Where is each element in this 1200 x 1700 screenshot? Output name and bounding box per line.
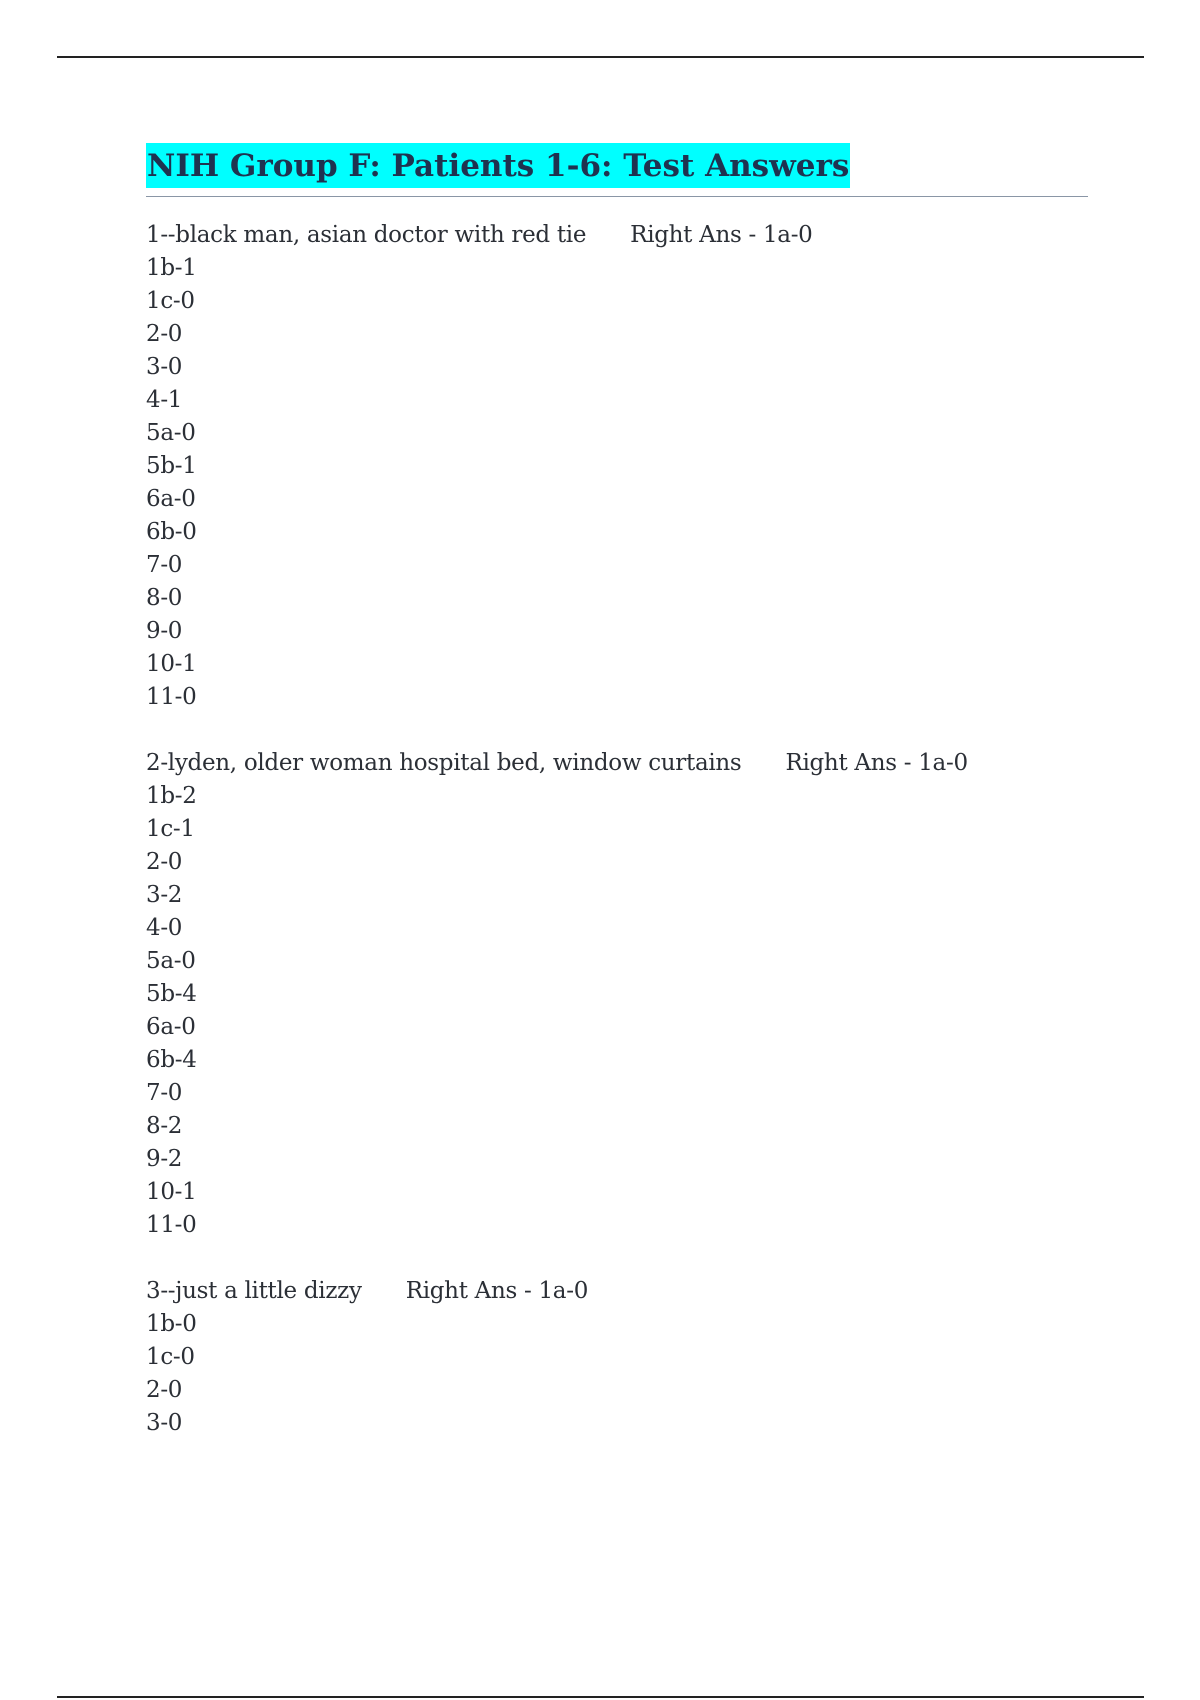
score-item: 6b-0 — [146, 519, 197, 545]
score-item: 1b-0 — [146, 1311, 197, 1337]
patient-question-line — [146, 219, 1088, 252]
document-body — [146, 143, 1088, 1473]
score-item: 8-2 — [146, 1113, 183, 1139]
score-item: 1b-2 — [146, 783, 197, 809]
score-item: 11-0 — [146, 684, 197, 710]
top-rule — [57, 56, 1144, 58]
score-item: 1c-1 — [146, 816, 195, 842]
score-item: 1b-1 — [146, 255, 197, 281]
score-item: 5a-0 — [146, 948, 196, 974]
score-item: 5b-1 — [146, 453, 197, 479]
title-block — [146, 143, 1088, 197]
patient-question: 1--black man, asian doctor with red tie — [146, 222, 587, 248]
score-item: 3-0 — [146, 354, 183, 380]
score-item: 10-1 — [146, 651, 197, 677]
right-answer: Right Ans - 1a-0 — [405, 1278, 589, 1304]
right-answer: Right Ans - 1a-0 — [630, 222, 813, 248]
patient-question: 3--just a little dizzy — [146, 1278, 362, 1304]
score-item: 2-0 — [146, 849, 183, 875]
bottom-rule — [57, 1696, 1144, 1698]
patient-question-line — [146, 1275, 1088, 1308]
score-item: 9-0 — [146, 618, 183, 644]
score-item: 6a-0 — [146, 1014, 196, 1040]
patient-section — [146, 747, 1088, 1242]
score-item: 1c-0 — [146, 288, 195, 314]
score-item: 6a-0 — [146, 486, 196, 512]
patient-section — [146, 219, 1088, 714]
patient-section — [146, 1275, 1088, 1440]
score-item: 4-0 — [146, 915, 183, 941]
score-item: 5b-4 — [146, 981, 197, 1007]
score-item: 2-0 — [146, 321, 183, 347]
score-item: 7-0 — [146, 1080, 183, 1106]
score-item: 7-0 — [146, 552, 183, 578]
score-item: 8-0 — [146, 585, 183, 611]
score-item: 9-2 — [146, 1146, 183, 1172]
patient-list — [146, 219, 1088, 1440]
score-item: 2-0 — [146, 1377, 183, 1403]
score-item: 1c-0 — [146, 1344, 195, 1370]
right-answer: Right Ans - 1a-0 — [785, 750, 968, 776]
score-item: 10-1 — [146, 1179, 197, 1205]
score-item: 6b-4 — [146, 1047, 197, 1073]
document-title: NIH Group F: Patients 1-6: Test Answers — [146, 143, 850, 188]
patient-question: 2-lyden, older woman hospital bed, window curtains — [146, 750, 742, 776]
score-item: 4-1 — [146, 387, 183, 413]
score-item: 3-0 — [146, 1410, 183, 1436]
patient-question-line — [146, 747, 1088, 780]
score-item: 5a-0 — [146, 420, 196, 446]
score-item: 11-0 — [146, 1212, 197, 1238]
score-item: 3-2 — [146, 882, 183, 908]
